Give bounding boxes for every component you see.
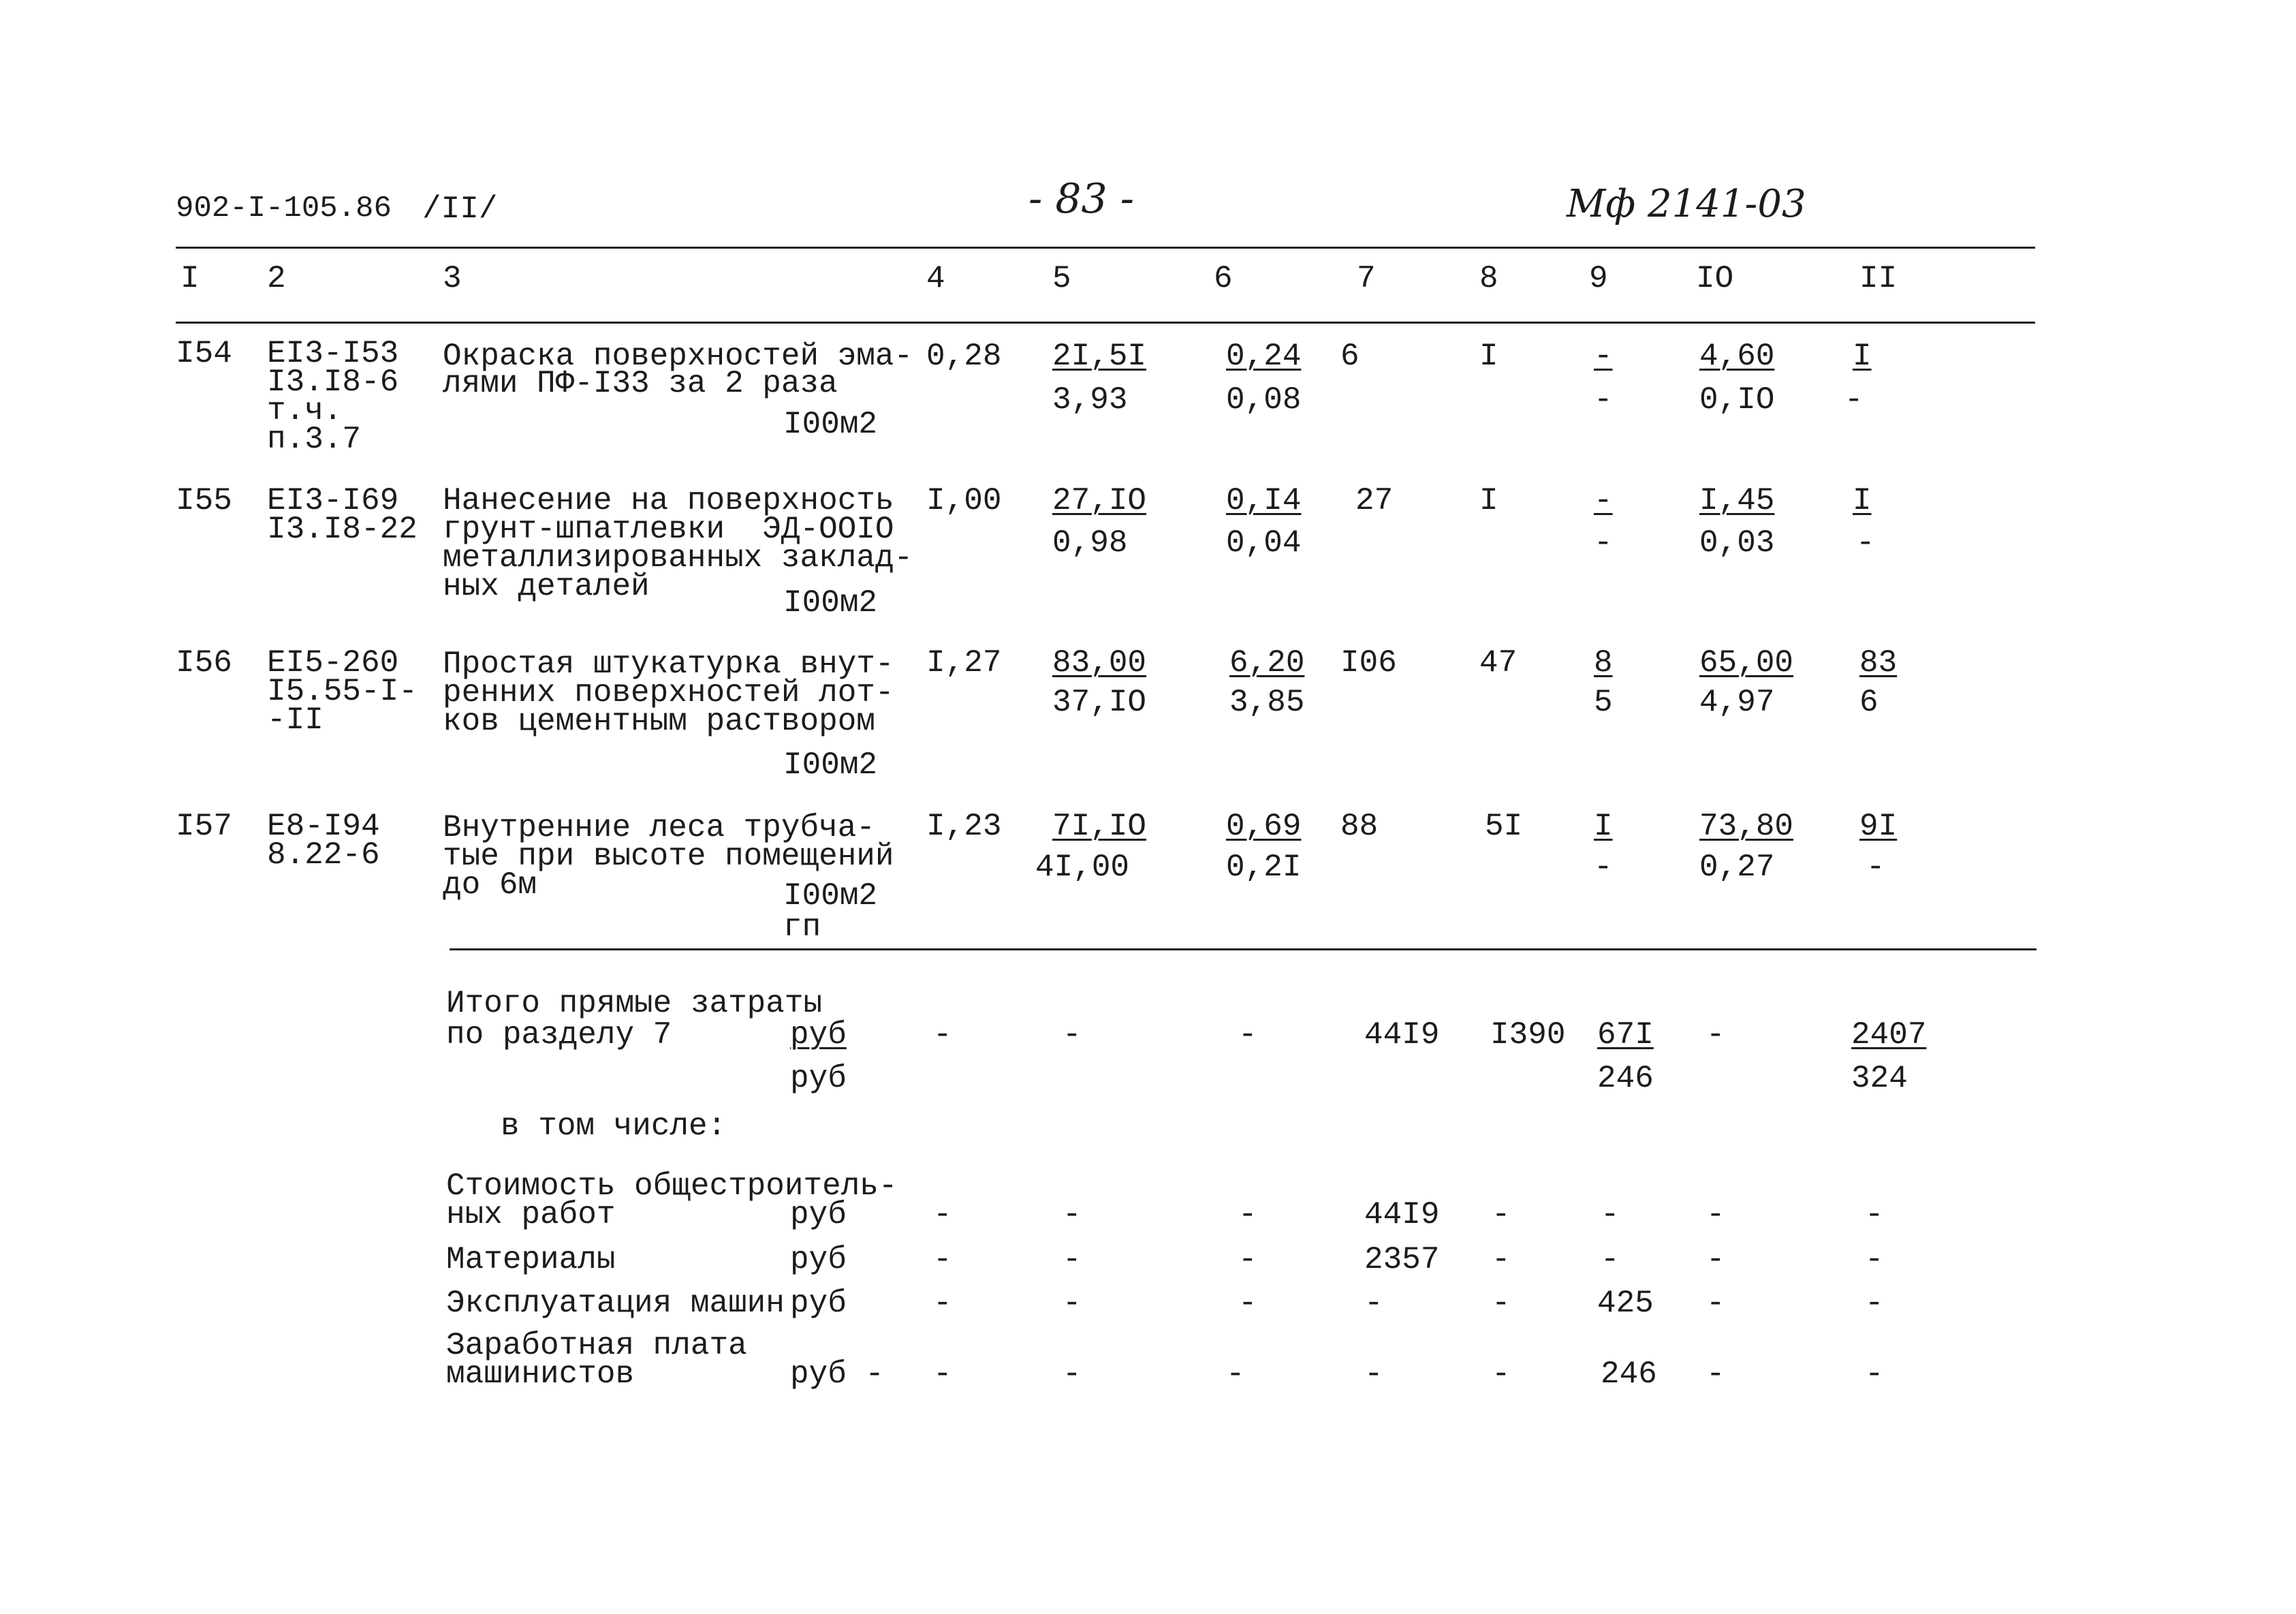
- breakdown-label: Заработная плата: [446, 1328, 747, 1363]
- unit-cost: 2I,5I: [1052, 339, 1147, 374]
- quantity: I,27: [926, 645, 1002, 681]
- header-bottom-rule: [176, 322, 2035, 324]
- unit-cost: 3,93: [1052, 382, 1128, 418]
- album-number: /II/: [422, 191, 498, 227]
- rate-code: I5.55-I-: [267, 674, 418, 709]
- breakdown-value: -: [1226, 1356, 1245, 1392]
- unit: руб -: [790, 1356, 885, 1392]
- totals-label: Итого прямые затраты: [446, 986, 823, 1021]
- machine-cost: I: [1594, 809, 1613, 844]
- breakdown-value: -: [1706, 1286, 1725, 1321]
- unit: руб: [790, 1242, 847, 1277]
- labor-cost: 3,85: [1229, 685, 1305, 720]
- column-header: I: [180, 261, 200, 296]
- total-hours: I: [1853, 483, 1872, 518]
- machine-cost: -: [1594, 382, 1613, 418]
- breakdown-value: -: [933, 1197, 952, 1232]
- total-hours: -: [1856, 525, 1875, 561]
- breakdown-value: -: [1865, 1197, 1884, 1232]
- rate-code: I3.I8-6: [267, 364, 399, 400]
- row-number: I57: [176, 809, 232, 844]
- totals-value: -: [933, 1017, 952, 1053]
- breakdown-value: -: [1063, 1286, 1082, 1321]
- labor-hours: 0,IO: [1699, 382, 1775, 418]
- total-labor: 5I: [1485, 809, 1523, 844]
- breakdown-value: -: [1492, 1242, 1511, 1277]
- breakdown-value: -: [933, 1286, 952, 1321]
- totals-value: -: [1063, 1017, 1082, 1053]
- row-number: I55: [176, 483, 232, 518]
- row-number: I54: [176, 336, 232, 371]
- breakdown-value: 246: [1601, 1356, 1657, 1392]
- total-hours: I: [1853, 339, 1872, 374]
- breakdown-value: -: [1063, 1242, 1082, 1277]
- breakdown-value: -: [1492, 1356, 1511, 1392]
- page-number: - 83 -: [1028, 175, 1135, 223]
- machine-cost: 8: [1594, 645, 1613, 681]
- breakdown-label: Эксплуатация машин: [446, 1286, 785, 1321]
- unit: I00м2: [783, 878, 878, 914]
- unit-cost: 83,00: [1052, 645, 1147, 681]
- work-description: металлизированных заклад-: [443, 540, 913, 576]
- work-description: лями ПФ-I33 за 2 раза: [443, 366, 838, 401]
- total-labor: I: [1479, 339, 1498, 374]
- breakdown-label: ных работ: [446, 1197, 616, 1232]
- breakdown-value: -: [1706, 1242, 1725, 1277]
- column-header: 6: [1214, 261, 1233, 296]
- totals-value: 2407: [1851, 1017, 1927, 1053]
- unit-cost: 4I,00: [1035, 850, 1130, 885]
- labor-hours: 65,00: [1699, 645, 1794, 681]
- totals-label: по разделу 7: [446, 1017, 672, 1053]
- total-cost: I06: [1340, 645, 1397, 681]
- breakdown-value: -: [933, 1356, 952, 1392]
- unit: руб: [790, 1286, 847, 1321]
- breakdown-value: 44I9: [1364, 1197, 1440, 1232]
- breakdown-value: -: [1063, 1356, 1082, 1392]
- breakdown-value: -: [1364, 1356, 1383, 1392]
- machine-cost: -: [1594, 525, 1613, 561]
- unit: гп: [783, 910, 821, 945]
- handwritten-stamp: Мф 2141-03: [1567, 182, 1806, 226]
- totals-value: 67I: [1597, 1017, 1654, 1053]
- breakdown-label: Материалы: [446, 1242, 616, 1277]
- column-header: 4: [926, 261, 945, 296]
- breakdown-value: -: [933, 1242, 952, 1277]
- quantity: 0,28: [926, 339, 1002, 374]
- unit: I00м2: [783, 407, 878, 442]
- column-header: 3: [443, 261, 462, 296]
- machine-cost: -: [1594, 850, 1613, 885]
- labor-hours: I,45: [1699, 483, 1775, 518]
- work-description: грунт-шпатлевки ЭД-OOIO: [443, 512, 894, 547]
- work-description: Простая штукатурка внут-: [443, 647, 894, 682]
- total-cost: 6: [1340, 339, 1359, 374]
- breakdown-value: -: [1865, 1286, 1884, 1321]
- unit-cost: 37,IO: [1052, 685, 1147, 720]
- labor-cost: 0,08: [1226, 382, 1302, 418]
- unit-cost: 27,IO: [1052, 483, 1147, 518]
- breakdown-value: -: [1238, 1286, 1257, 1321]
- work-description: ков цементным раствором: [443, 704, 875, 739]
- breakdown-value: -: [1706, 1197, 1725, 1232]
- machine-cost: -: [1594, 339, 1613, 374]
- total-hours: 9I: [1859, 809, 1898, 844]
- labor-cost: 0,I4: [1226, 483, 1302, 518]
- unit: I00м2: [783, 585, 878, 621]
- rate-code: п.3.7: [267, 422, 362, 457]
- column-header: 7: [1357, 261, 1376, 296]
- breakdown-value: -: [1063, 1197, 1082, 1232]
- totals-value: 44I9: [1364, 1017, 1440, 1053]
- unit-cost: 7I,IO: [1052, 809, 1147, 844]
- labor-cost: 0,2I: [1226, 850, 1302, 885]
- unit: I00м2: [783, 747, 878, 783]
- rate-code: EI5-260: [267, 645, 399, 681]
- labor-hours: 0,03: [1699, 525, 1775, 561]
- breakdown-value: 425: [1597, 1286, 1654, 1321]
- totals-value: -: [1238, 1017, 1257, 1053]
- column-header: 9: [1589, 261, 1608, 296]
- total-cost: 88: [1340, 809, 1379, 844]
- machine-cost: 5: [1594, 685, 1613, 720]
- breakdown-value: -: [1492, 1286, 1511, 1321]
- work-description: Внутренние леса трубча-: [443, 810, 875, 845]
- breakdown-label: Стоимость общестроитель-: [446, 1168, 898, 1204]
- column-header: II: [1859, 261, 1898, 296]
- totals-value: I390: [1490, 1017, 1566, 1053]
- total-hours: -: [1866, 850, 1885, 885]
- rate-code: EI3-I69: [267, 483, 399, 518]
- quantity: I,00: [926, 483, 1002, 518]
- breakdown-label: машинистов: [446, 1356, 635, 1392]
- breakdown-value: -: [1601, 1197, 1620, 1232]
- breakdown-value: -: [1492, 1197, 1511, 1232]
- labor-cost: 0,69: [1226, 809, 1302, 844]
- total-hours: -: [1844, 382, 1863, 418]
- work-description: тые при высоте помещений: [443, 839, 894, 874]
- total-hours: 83: [1859, 645, 1898, 681]
- totals-value: 246: [1597, 1061, 1654, 1096]
- rate-code: 8.22-6: [267, 837, 380, 873]
- labor-hours: 73,80: [1699, 809, 1794, 844]
- breakdown-value: -: [1865, 1356, 1884, 1392]
- column-header: 2: [267, 261, 286, 296]
- breakdown-value: -: [1601, 1242, 1620, 1277]
- column-header: IO: [1696, 261, 1734, 296]
- rate-code: т.ч.: [267, 393, 343, 429]
- unit: руб: [790, 1197, 847, 1232]
- unit: руб: [790, 1017, 847, 1053]
- column-header: 8: [1479, 261, 1498, 296]
- total-cost: 27: [1355, 483, 1394, 518]
- row-number: I56: [176, 645, 232, 681]
- unit: руб: [790, 1061, 847, 1096]
- labor-hours: 0,27: [1699, 850, 1775, 885]
- labor-hours: 4,97: [1699, 685, 1775, 720]
- quantity: I,23: [926, 809, 1002, 844]
- labor-hours: 4,60: [1699, 339, 1775, 374]
- column-header: 5: [1052, 261, 1071, 296]
- total-labor: I: [1479, 483, 1498, 518]
- header-top-rule: [176, 247, 2035, 249]
- breakdown-value: -: [1706, 1356, 1725, 1392]
- breakdown-value: -: [1865, 1242, 1884, 1277]
- rate-code: EI3-I53: [267, 336, 399, 371]
- breakdown-value: -: [1238, 1242, 1257, 1277]
- rate-code: E8-I94: [267, 809, 380, 844]
- total-labor: 47: [1479, 645, 1517, 681]
- work-description: Нанесение на поверхность: [443, 483, 894, 518]
- rate-code: -II: [267, 702, 324, 738]
- unit-cost: 0,98: [1052, 525, 1128, 561]
- breakdown-value: 2357: [1364, 1242, 1440, 1277]
- labor-cost: 0,24: [1226, 339, 1302, 374]
- total-hours: 6: [1859, 685, 1878, 720]
- totals-rule: [450, 948, 2036, 950]
- totals-value: 324: [1851, 1061, 1908, 1096]
- work-description: до 6м: [443, 867, 537, 903]
- machine-cost: -: [1594, 483, 1613, 518]
- breakdown-value: -: [1238, 1197, 1257, 1232]
- document-code: 902-I-105.86: [176, 191, 392, 226]
- rate-code: I3.I8-22: [267, 512, 418, 547]
- labor-cost: 0,04: [1226, 525, 1302, 561]
- work-description: ных деталей: [443, 569, 650, 604]
- including-label: в том числе:: [501, 1108, 727, 1144]
- labor-cost: 6,20: [1229, 645, 1305, 681]
- breakdown-value: -: [1364, 1286, 1383, 1321]
- totals-value: -: [1706, 1017, 1725, 1053]
- work-description: Окраска поверхностей эма-: [443, 339, 913, 374]
- work-description: ренних поверхностей лот-: [443, 675, 894, 711]
